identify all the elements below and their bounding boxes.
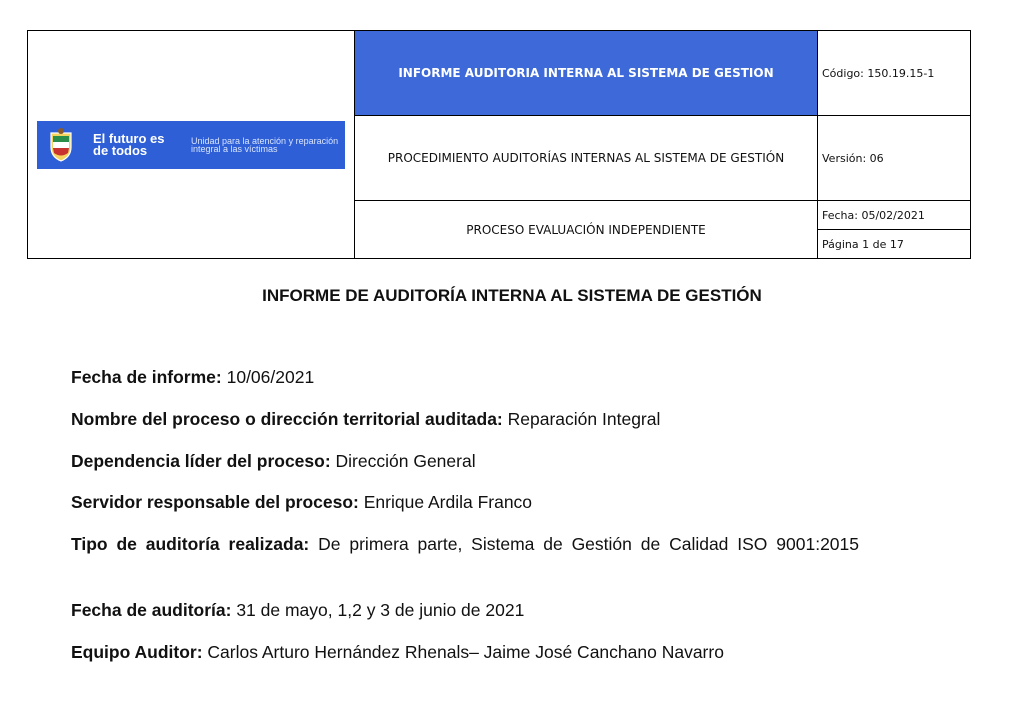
audit-date-line <box>71 599 951 621</box>
procedure-title: PROCEDIMIENTO AUDITORÍAS INTERNAS AL SISTEMA DE GESTIÓN <box>355 116 818 201</box>
audit-team-line <box>71 641 951 663</box>
document-date: Fecha: 05/02/2021 <box>818 201 971 230</box>
document-version: Versión: 06 <box>818 116 971 201</box>
process-name-line <box>71 408 951 430</box>
lead-dependency-line <box>71 450 951 472</box>
logo-cell <box>28 31 355 259</box>
field-label: Tipo de auditoría realizada: <box>71 534 310 554</box>
field-value: Carlos Arturo Hernández Rhenals– Jaime José Canchano Navarro <box>207 642 724 662</box>
field-label: Nombre del proceso o dirección territorial auditada: <box>71 409 503 429</box>
field-value: Enrique Ardila Franco <box>363 492 533 512</box>
field-label: Fecha de informe: <box>71 367 222 387</box>
report-type-title: INFORME AUDITORIA INTERNA AL SISTEMA DE GESTION <box>355 31 818 116</box>
unidad-victimas-logo <box>37 121 345 169</box>
field-value: De primera parte, Sistema de Gestión de Calidad ISO 9001:2015 <box>318 534 860 554</box>
field-value: 31 de mayo, 1,2 y 3 de junio de 2021 <box>236 600 525 620</box>
field-label: Servidor responsable del proceso: <box>71 492 359 512</box>
field-label: Dependencia líder del proceso: <box>71 451 331 471</box>
audit-type-line <box>71 533 951 555</box>
coat-of-arms-icon <box>43 127 79 163</box>
report-date-line <box>71 366 951 388</box>
responsible-officer-line <box>71 491 951 513</box>
document-code: Código: 150.19.15-1 <box>818 31 971 116</box>
field-value: Dirección General <box>335 451 476 471</box>
logo-sub-text: Unidad para la atención y reparación integral a las víctimas <box>191 135 339 154</box>
logo-main-text: El futuro es de todos <box>93 130 165 158</box>
document-title: INFORME DE AUDITORÍA INTERNA AL SISTEMA DE GESTIÓN <box>262 286 762 305</box>
field-label: Fecha de auditoría: <box>71 600 232 620</box>
field-value: Reparación Integral <box>507 409 661 429</box>
field-value: 10/06/2021 <box>226 367 315 387</box>
field-label: Equipo Auditor: <box>71 642 203 662</box>
document-header-table <box>27 30 971 259</box>
page-number: Página 1 de 17 <box>818 230 971 259</box>
process-title: PROCESO EVALUACIÓN INDEPENDIENTE <box>355 201 818 259</box>
